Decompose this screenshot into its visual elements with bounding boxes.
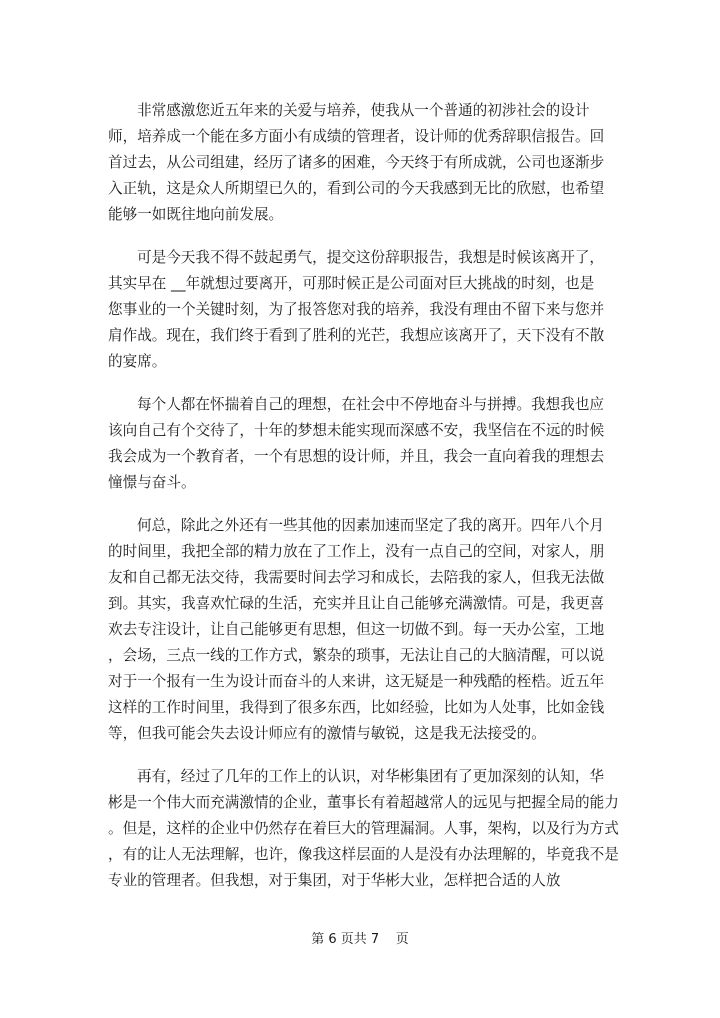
text-line: 每个人都在怀揣着自己的理想，在社会中不停地奋斗与拼搏。我想我也应: [137, 396, 605, 413]
text-line: 到。其实，我喜欢忙碌的生活，充实并且让自己能够充满激情。可是，我更喜: [108, 595, 605, 612]
paragraph-3: [108, 392, 605, 496]
text-line: 等，但我可能会失去设计师应有的激情与敏锐，这是我无法接受的。: [108, 725, 546, 742]
text-line: 其实早在 __年就想过要离开，可那时候正是公司面对巨大挑战的时刻，也是: [108, 275, 595, 292]
paragraph-1: [108, 98, 605, 228]
paragraph-4: [108, 513, 605, 747]
paragraph-5: [108, 764, 619, 894]
text-line: 再有，经过了几年的工作上的认识，对华彬集团有了更加深刻的认知，华: [137, 768, 605, 785]
text-line: 何总，除此之外还有一些其他的因素加速而坚定了我的离开。四年八个月: [137, 517, 605, 534]
text-line: 。但是，这样的企业中仍然存在着巨大的管理漏洞。人事，架构，以及行为方式: [108, 820, 619, 837]
text-line: 友和自己都无法交待，我需要时间去学习和成长，去陪我的家人，但我无法做: [108, 569, 605, 586]
text-line: 我会成为一个教育者，一个有思想的设计师，并且，我会一直向着我的理想去: [108, 448, 605, 465]
text-line: 入正轨，这是众人所期望已久的，看到公司的今天我感到无比的欣慰，也希望: [108, 180, 605, 197]
text-line: 憧憬与奋斗。: [108, 474, 196, 491]
text-line: 可是今天我不得不鼓起勇气，提交这份辞职报告，我想是时候该离开了，: [137, 249, 605, 266]
text-line: 能够一如既往地向前发展。: [108, 206, 284, 223]
text-line: 非常感激您近五年来的关爱与培养，使我从一个普通的初涉社会的设计: [137, 102, 590, 119]
text-line: 您事业的一个关键时刻，为了报答您对我的培养，我没有理由不留下来与您并: [108, 301, 605, 318]
text-line: 肩作战。现在，我们终于看到了胜利的光芒，我想应该离开了，天下没有不散: [108, 327, 605, 344]
paragraph-2: [108, 245, 605, 375]
text-line: 的宴席。: [108, 353, 167, 370]
text-line: 对于一个报有一生为设计而奋斗的人来讲，这无疑是一种残酷的桎梏。近五年: [108, 673, 605, 690]
text-line: 专业的管理者。但我想，对于集团，对于华彬大业，怎样把合适的人放: [108, 872, 561, 889]
text-line: 师，培养成一个能在多方面小有成绩的管理者，设计师的优秀辞职信报告。回: [108, 128, 605, 145]
text-line: ，有的让人无法理解，也许，像我这样层面的人是没有办法理解的，毕竟我不是: [108, 846, 619, 863]
text-line: 这样的工作时间里，我得到了很多东西，比如经验，比如为人处事，比如金钱: [108, 699, 605, 716]
document-body: [108, 98, 619, 911]
text-line: 欢去专注设计，让自己能够更有思想，但这一切做不到。每一天办公室，工地: [108, 621, 605, 638]
text-line: 首过去，从公司组建，经历了诸多的困难，今天终于有所成就，公司也逐渐步: [108, 154, 605, 171]
text-line: 该向自己有个交待了，十年的梦想未能实现而深感不安，我坚信在不远的时候: [108, 422, 605, 439]
text-line: ，会场，三点一线的工作方式，繁杂的琐事，无法让自己的大脑清醒，可以说: [108, 647, 605, 664]
text-line: 彬是一个伟大而充满激情的企业，董事长有着超越常人的远见与把握全局的能力: [108, 794, 619, 811]
page-number-footer: 第 6 页共 7 页: [311, 932, 409, 947]
text-line: 的时间里，我把全部的精力放在了工作上，没有一点自己的空间，对家人，朋: [108, 543, 605, 560]
